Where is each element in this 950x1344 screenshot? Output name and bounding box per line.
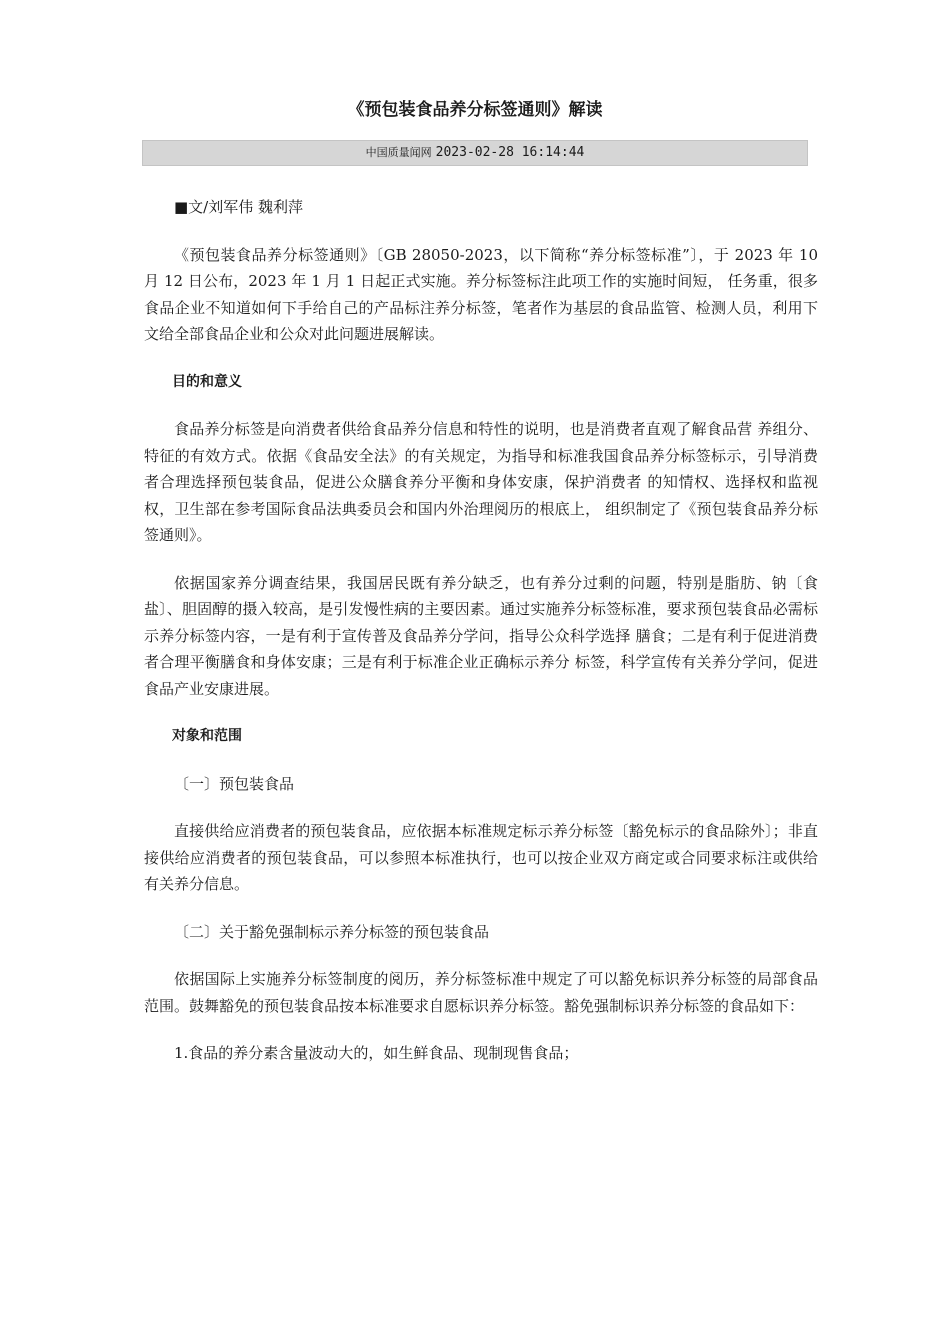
scope-subheading-1: 〔一〕预包装食品 xyxy=(174,774,295,793)
purpose-paragraph-1: 食品养分标签是向消费者供给食品养分信息和特性的说明，也是消费者直观了解食品营 养组分、特征的有效方式。依据《食品安全法》的有关规定，为指导和标准我国食品养分标签标示，引导消费者合理选择预包装食品，促进公众膳食养分平衡和身体安康，保护消费者 的知情权、选择权和监视权，卫生部在参考国际食品法典委员会和国内外治理阅历的根底上， 组织制定了《预包装食品养分标签通则》。 xyxy=(144,420,818,544)
section-heading-purpose: 目的和意义 xyxy=(172,373,242,390)
scope-subheading-2: 〔二〕关于豁免强制标示养分标签的预包装食品 xyxy=(174,922,490,941)
article-meta-bar xyxy=(142,140,808,166)
article-datetime: 2023-02-28 16:14:44 xyxy=(435,145,585,160)
scope-paragraph-2: 依据国际上实施养分标签制度的阅历，养分标签标准中规定了可以豁免标识养分标签的局部食品范围。鼓舞豁免的预包装食品按本标准要求自愿标识养分标签。豁免强制标识养分标签的食品如下： xyxy=(144,970,818,1015)
article-author: ■文/刘军伟 魏利萍 xyxy=(174,198,303,216)
purpose-paragraph-2: 依据国家养分调查结果，我国居民既有养分缺乏，也有养分过剩的问题，特别是脂肪、钠〔食盐〕、胆固醇的摄入较高，是引发慢性病的主要因素。通过实施养分标签标准，要求预包装食品必需标示养分标签内容，一是有利于宣传普及食品养分学问，指导公众科学选择 膳食；二是有利于促进消费者合理平衡膳食和身体安康；三是有利于标准企业正确标示养分 标签，科学宣传有关养分学问，促进食品产业安康进展。 xyxy=(144,573,818,698)
article-body xyxy=(144,194,818,1088)
article-title: 《预包装食品养分标签通则》解读 xyxy=(347,100,603,120)
intro-paragraph: 《预包装食品养分标签通则》〔GB 28050-2023，以下简称“养分标签标准”〕，于 2023 年 10 月 12 日公布，2023 年 1 月 1 日起正式实施。养分标签标注此项工作的实施时间短， 任务重，很多食品企业不知道如何下手给自己的产品标注养分标签，笔者作为基层的食品监管、检测人员，利用下文给全部食品企业和公众对此问题进展解读。 xyxy=(144,245,818,343)
section-heading-scope: 对象和范围 xyxy=(172,728,242,744)
scope-paragraph-1: 直接供给应消费者的预包装食品，应依据本标准规定标示养分标签〔豁免标示的食品除外〕；非直接供给应消费者的预包装食品，可以参照本标准执行，也可以按企业双方商定或合同要求标注或供给有关养分信息。 xyxy=(144,822,818,893)
exemption-list-item-1: 1.食品的养分素含量波动大的，如生鲜食品、现制现售食品； xyxy=(174,1044,579,1062)
article-source: 中国质量闻网 xyxy=(365,146,432,159)
